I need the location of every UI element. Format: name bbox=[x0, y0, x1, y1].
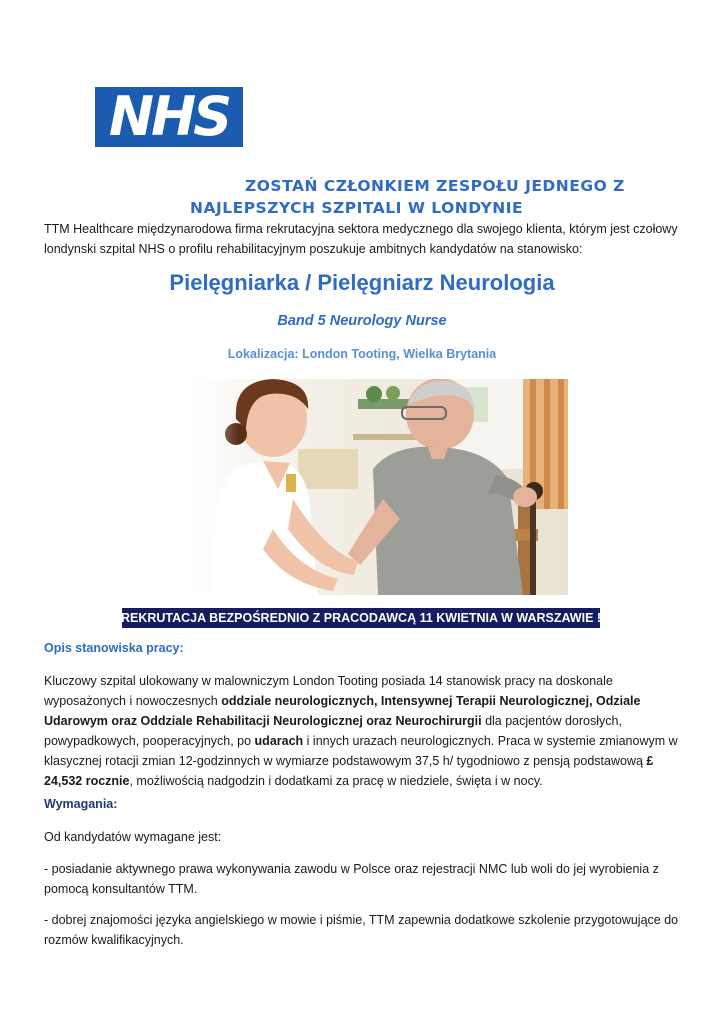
description-text-4: , możliwością nadgodzin i dodatkami za pracę w niedziele, święta i w nocy. bbox=[129, 774, 543, 788]
nhs-logo-text: NHS bbox=[108, 85, 230, 148]
band-subtitle: Band 5 Neurology Nurse bbox=[277, 313, 447, 329]
headline-line-1: ZOSTAŃ CZŁONKIEM ZESPOŁU JEDNEGO Z bbox=[245, 177, 625, 195]
requirements-intro: Od kandydatów wymagane jest: bbox=[44, 830, 222, 844]
nurse-patient-photo bbox=[178, 379, 568, 595]
nhs-logo bbox=[95, 87, 243, 147]
intro-paragraph: TTM Healthcare międzynarodowa firma rekrutacyjna sektora medycznego dla swojego klienta, którym jest czołowy londynski szpital NHS o profilu rehabilitacyjnym poszukuje ambitnych kandydatów na stanowisko: bbox=[44, 222, 678, 256]
job-title: Pielęgniarka / Pielęgniarz Neurologia bbox=[169, 270, 555, 295]
requirement-item: - dobrej znajomości języka angielskiego w mowie i piśmie, TTM zapewnia dodatkowe szkolenie przygotowujące do rozmów kwalifikacyjnych. bbox=[44, 913, 679, 947]
recruitment-banner: REKRUTACJA BEZPOŚREDNIO Z PRACODAWCĄ 11 KWIETNIA W WARSZAWIE ! bbox=[122, 608, 600, 628]
description-heading: Opis stanowiska pracy: bbox=[44, 641, 184, 655]
description-bold-strokes: udarach bbox=[254, 734, 304, 748]
description-bold-salary: £ 24,532 rocznie bbox=[44, 754, 654, 788]
headline-line-2: NAJLEPSZYCH SZPITALI W LONDYNIE bbox=[190, 199, 524, 217]
location-line: Lokalizacja: London Tooting, Wielka Brytania bbox=[227, 347, 497, 361]
description-bold-wards: oddziale neurologicznych, Intensywnej Terapii Neurologicznej, Odziale Udarowym oraz Oddziale Rehabilitacji Neurologicznej oraz Neurochirurgii bbox=[44, 694, 641, 728]
requirements-heading: Wymagania: bbox=[44, 797, 118, 811]
description-text-2: dla pacjentów dorosłych, powypadkowych, pooperacyjnych, po bbox=[44, 714, 622, 748]
requirement-item: - posiadanie aktywnego prawa wykonywania zawodu w Polsce oraz rejestracji NMC lub woli do jej wyrobienia z pomocą konsultantów TTM. bbox=[44, 862, 659, 896]
description-text-1: Kluczowy szpital ulokowany w malowniczym London Tooting posiada 14 stanowisk pracy na doskonale wyposażonych i nowoczesnych bbox=[44, 674, 613, 708]
description-text-3: i innych urazach neurologicznych. Praca w systemie zmianowym w klasycznej rotacji zmian 12-godzinnych w wymiarze podstawowym 37,5 h/ tygodniowo z pensją podstawową bbox=[44, 734, 678, 768]
description-paragraph bbox=[44, 671, 684, 791]
